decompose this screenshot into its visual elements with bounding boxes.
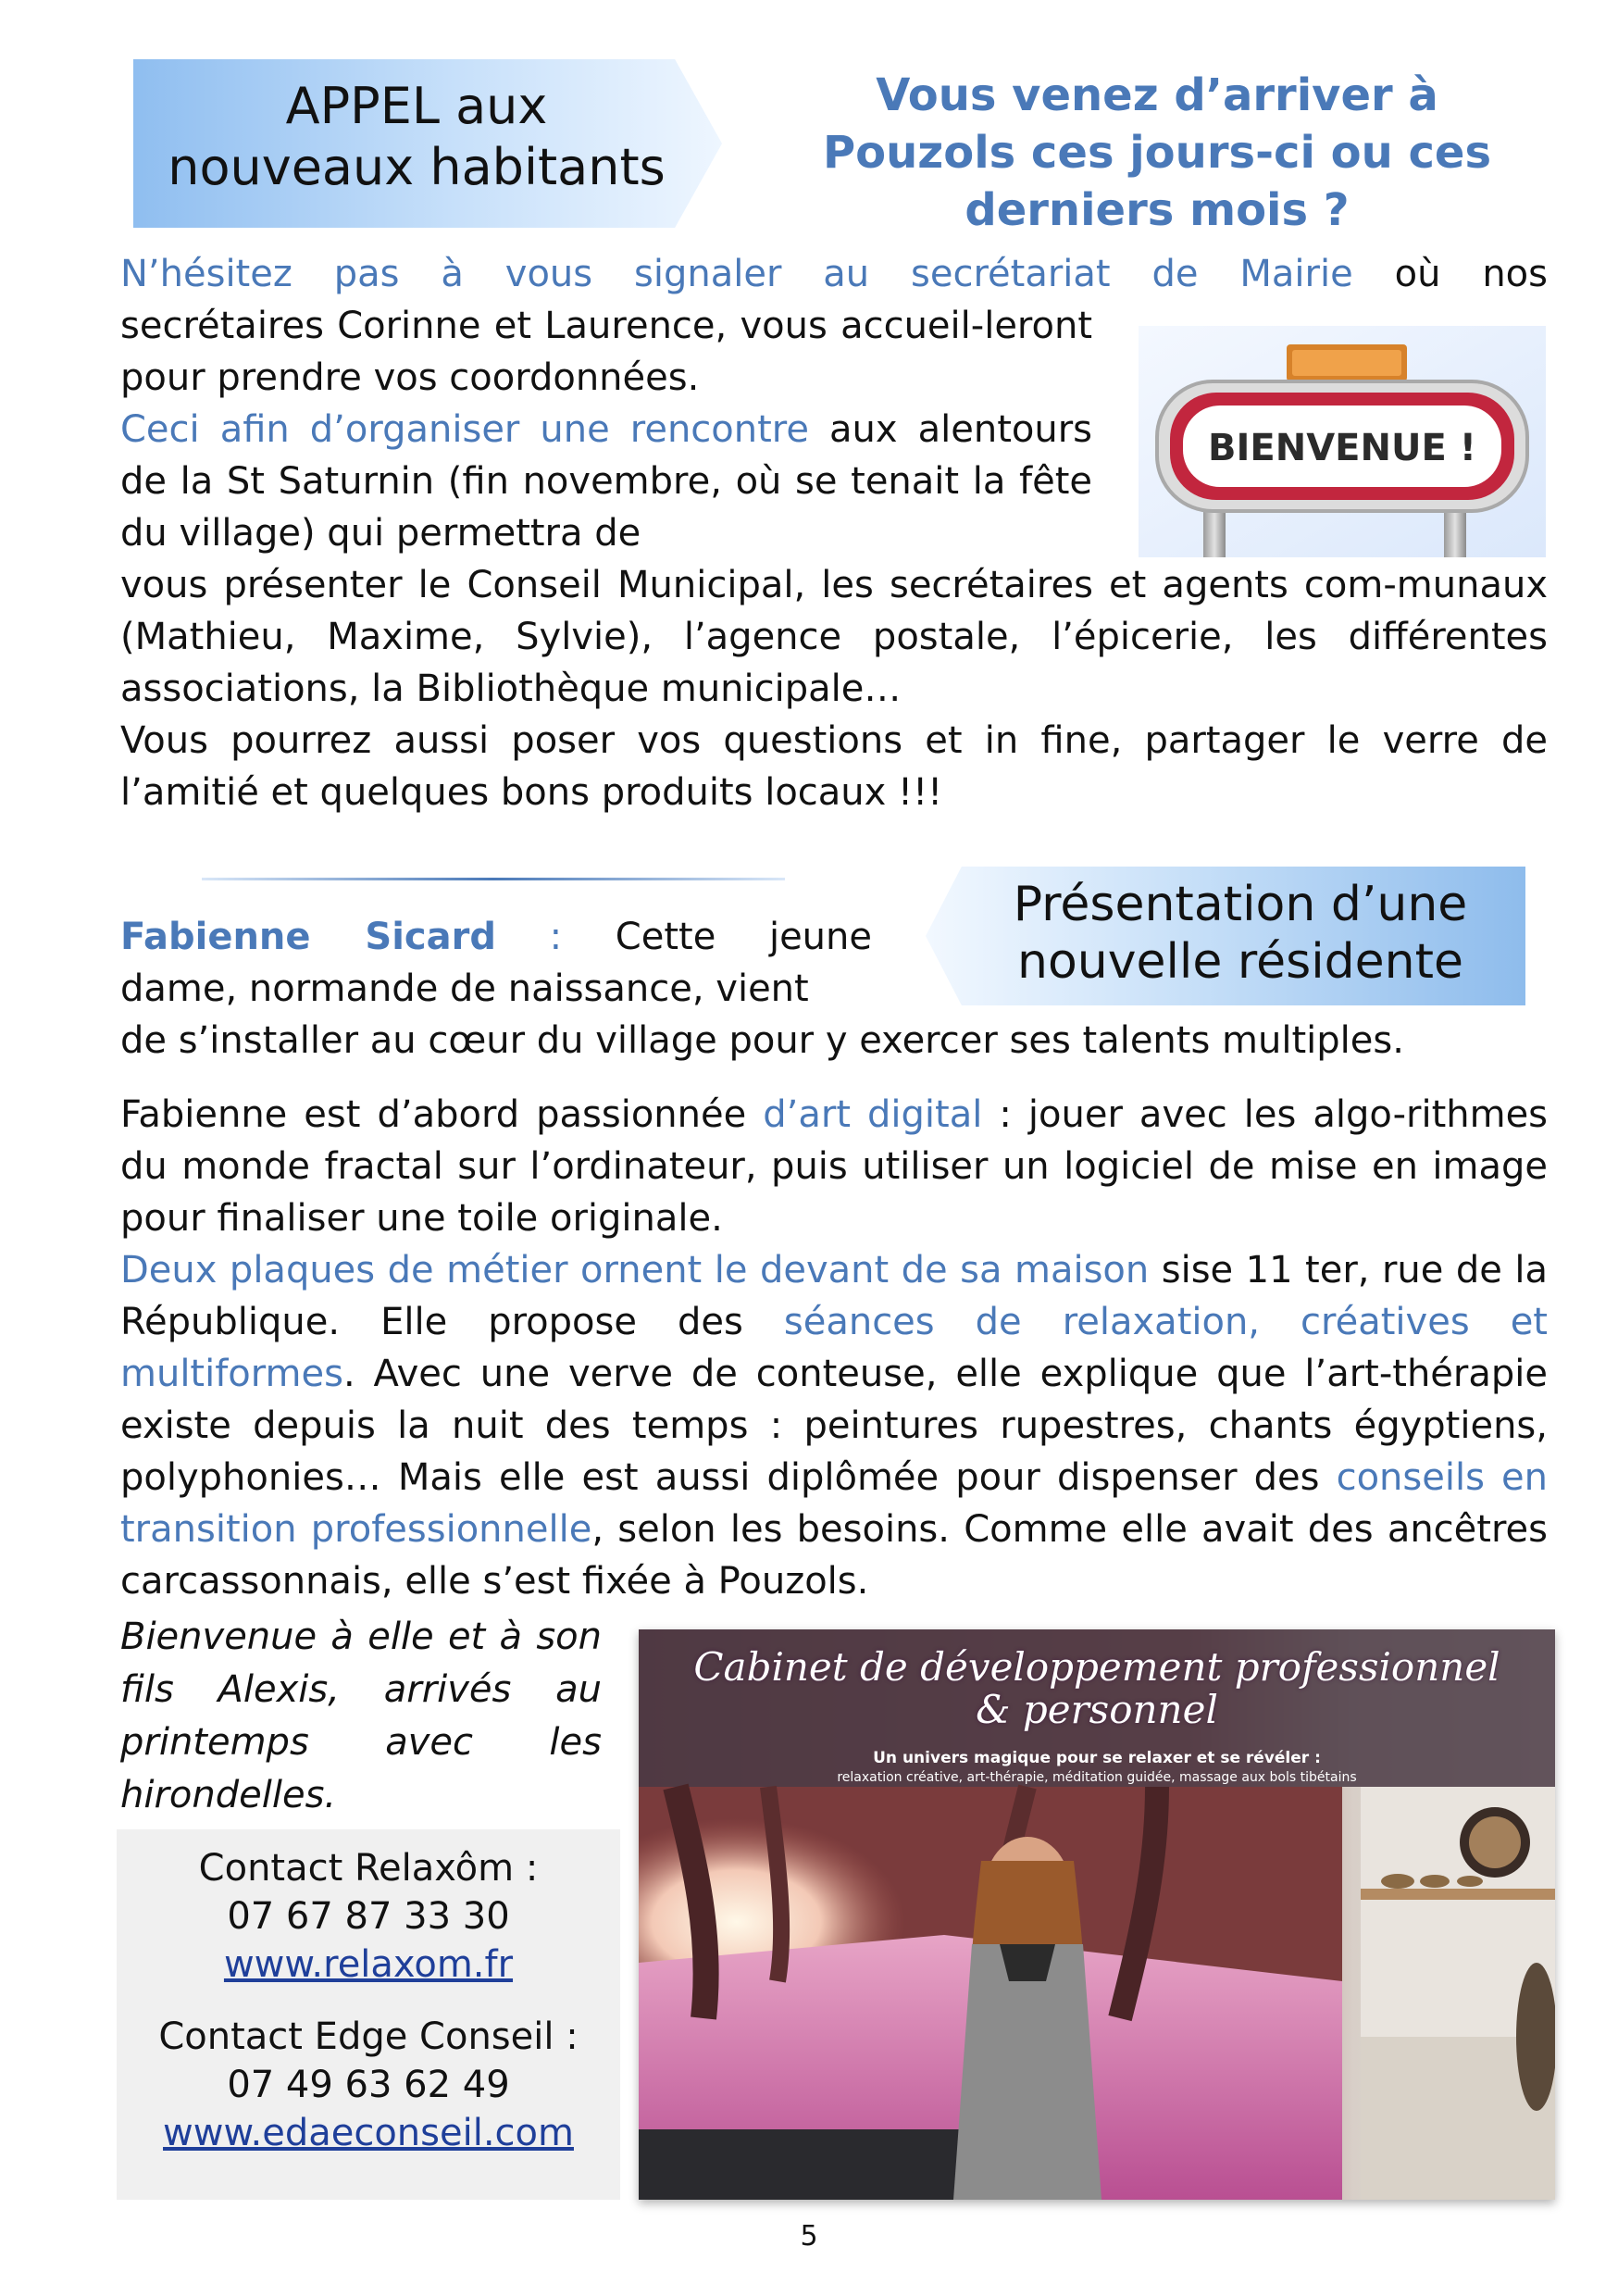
resident-intro-line-2: dame, normande de naissance, vient bbox=[120, 967, 809, 1010]
section-divider bbox=[202, 878, 785, 880]
relaxom-phone: 07 67 87 33 30 bbox=[227, 1895, 510, 1938]
photo-subtitle-2: relaxation créative, art-thérapie, méditation guidée, massage aux bols tibétains bbox=[837, 1770, 1357, 1785]
sign-text: BIENVENUE ! bbox=[1208, 427, 1476, 469]
contact-box bbox=[117, 1829, 620, 2200]
edge-label: Contact Edge Conseil : bbox=[158, 2015, 579, 2058]
banner-new-residents-title: APPEL aux nouveaux habitants bbox=[168, 77, 666, 196]
relaxom-label: Contact Relaxôm : bbox=[198, 1847, 539, 1890]
intro-paragraph-narrow: secrétaires Corinne et Laurence, vous accueil-leront pour prendre vos coordonnées. Ceci afin d’organiser une rencontre aux alentours de la St Saturnin (fin novembre, où se tenait la fête du village) qui permettra de bbox=[120, 305, 1092, 555]
resident-intro-line-3: de s’installer au cœur du village pour y exercer ses talents multiples. bbox=[120, 1019, 1404, 1062]
bienvenue-sign-image bbox=[1139, 326, 1546, 557]
resident-intro-line-1: Fabienne Sicard : Cette jeune bbox=[120, 916, 872, 958]
resident-paragraph-2: Deux plaques de métier ornent le devant de sa maison sise 11 ter, rue de la République. Elle propose des séances de relaxation, créatives et multiformes. Avec une verve de conteuse, elle explique que l’art-thérapie existe depuis la nuit des temps : peintures rupestres, chants égyptiens, polyphonies… Mais elle est aussi diplômée pour dispenser des conseils en transition professionnelle, selon les besoins. Comme elle avait des ancêtres carcassonnais, elle s’est fixée à Pouzols. bbox=[120, 1249, 1549, 1603]
welcome-note: Bienvenue à elle et à son fils Alexis, arrivés au printemps avec les hirondelles. bbox=[120, 1616, 602, 1816]
banner-resident-title: Présentation d’une nouvelle résidente bbox=[1013, 877, 1468, 990]
page-number: 5 bbox=[800, 2220, 818, 2252]
headline-question: Vous venez d’arriver à Pouzols ces jours-ci ou ces derniers mois ? bbox=[822, 69, 1492, 236]
relaxom-link[interactable]: www.relaxom.fr bbox=[223, 1943, 514, 1986]
resident-paragraph-1: Fabienne est d’abord passionnée d’art digital : jouer avec les algo-rithmes du monde fractal sur l’ordinateur, puis utiliser un logiciel de mise en image pour finaliser une toile originale. bbox=[120, 1093, 1549, 1240]
edge-phone: 07 49 63 62 49 bbox=[227, 2064, 510, 2106]
photo-title: Cabinet de développement professionnel & personnel bbox=[693, 1644, 1500, 1732]
intro-line-1: N’hésitez pas à vous signaler au secrétariat de Mairie où nos bbox=[120, 253, 1548, 295]
intro-paragraph-wide: vous présenter le Conseil Municipal, les secrétaires et agents com-munaux (Mathieu, Maxime, Sylvie), l’agence postale, l’épicerie, les différentes associations, la Bibliothèque municipale… Vous pourrez aussi poser vos questions et in fine, partager le verre de l’amitié et quelques bons produits locaux !!! bbox=[120, 564, 1548, 814]
photo-subtitle: Un univers magique pour se relaxer et se révéler : bbox=[873, 1749, 1321, 1767]
edge-link[interactable]: www.edaeconseil.com bbox=[163, 2112, 574, 2154]
